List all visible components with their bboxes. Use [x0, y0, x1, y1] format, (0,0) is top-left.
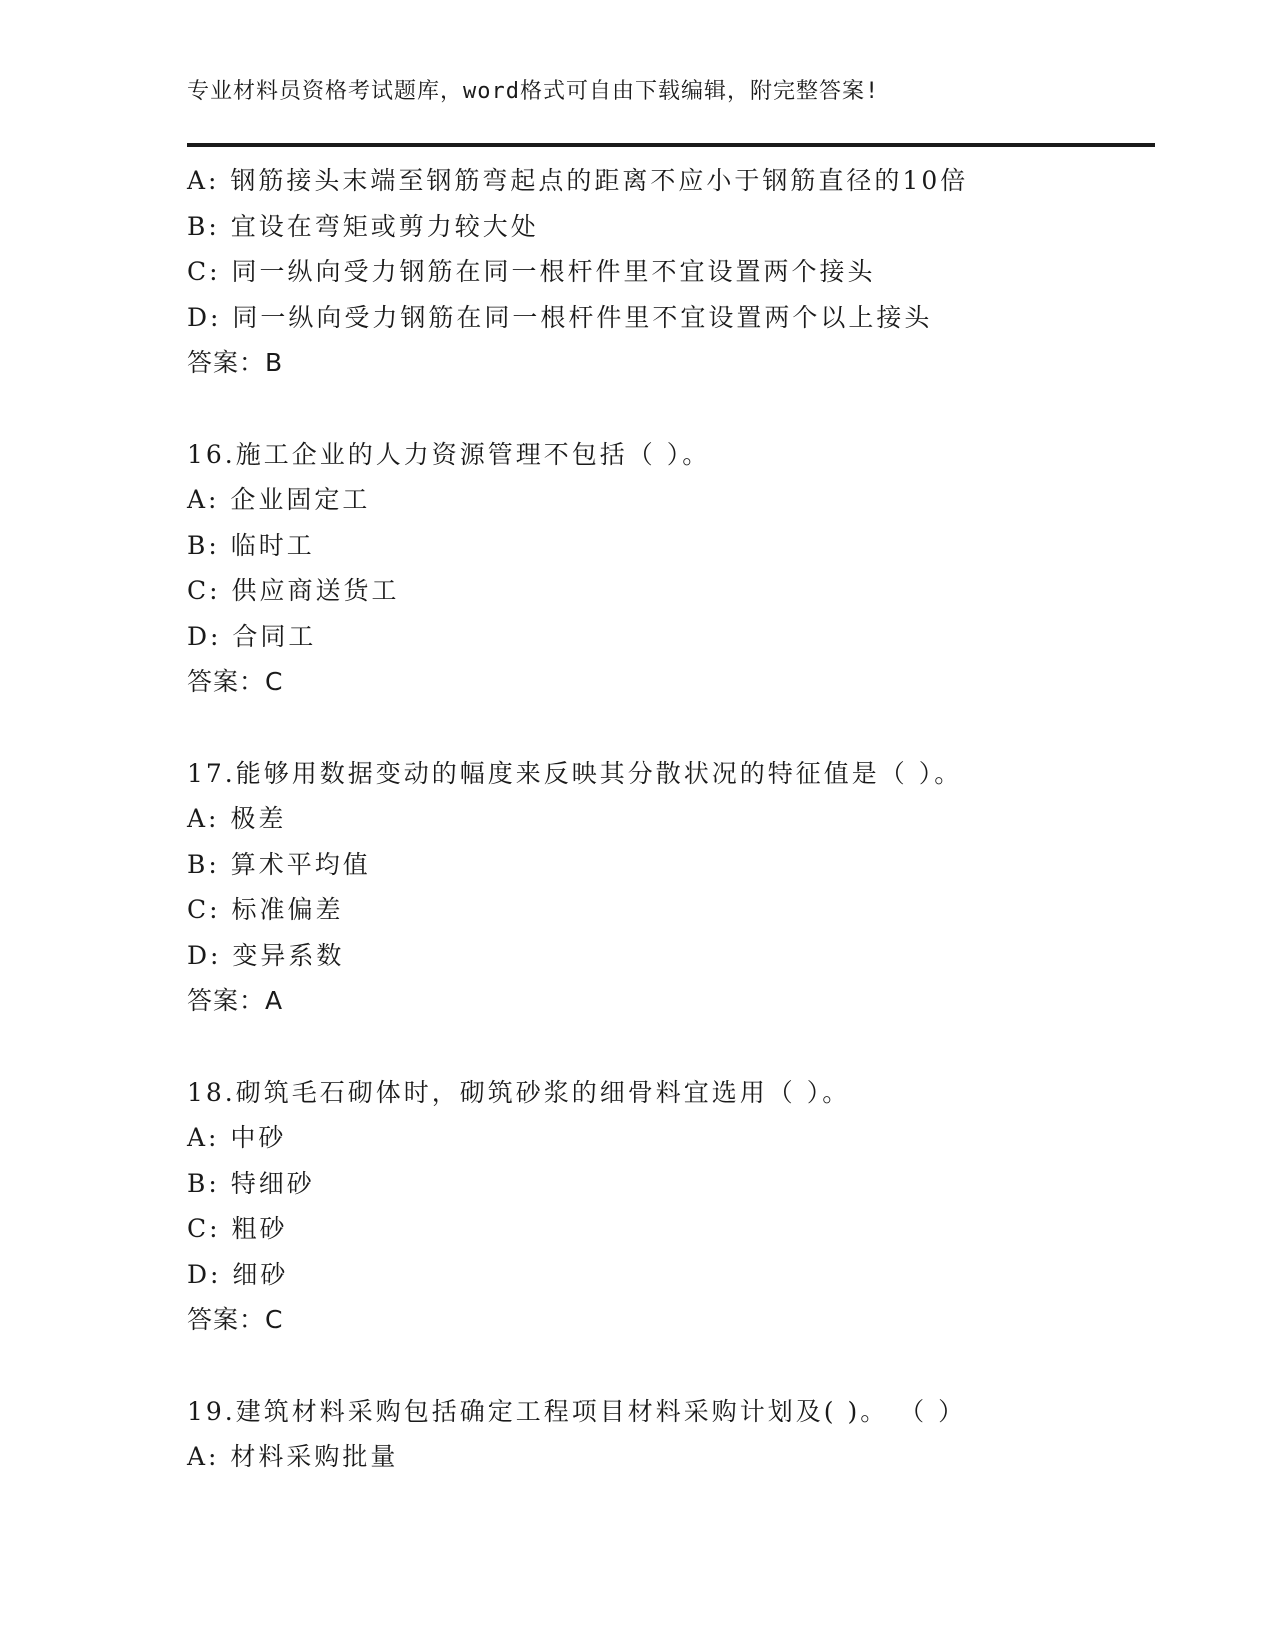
option-c: C: 供应商送货工 — [187, 576, 400, 605]
question-19 — [187, 1389, 1155, 1480]
page-header: 专业材料员资格考试题库，word格式可自由下载编辑，附完整答案! — [187, 79, 880, 104]
option-d: D: 细砂 — [187, 1259, 289, 1289]
option-c: C: 标准偏差 — [187, 895, 344, 924]
question-17 — [187, 751, 1155, 1024]
question-text: 16.施工企业的人力资源管理不包括（ ）。 — [187, 439, 711, 469]
header-divider — [187, 143, 1155, 147]
option-c: C: 粗砂 — [187, 1214, 288, 1243]
option-d: D: 变异系数 — [187, 940, 345, 970]
spacer — [187, 1343, 1155, 1389]
question-text: 19.建筑材料采购包括确定工程项目材料采购计划及( )。 （ ） — [187, 1396, 967, 1426]
option-b: B: 宜设在弯矩或剪力较大处 — [187, 211, 539, 241]
option-a: A: 中砂 — [187, 1123, 287, 1152]
option-a: A: 企业固定工 — [187, 485, 371, 514]
answer-label: 答案：B — [187, 348, 284, 377]
option-c: C: 同一纵向受力钢筋在同一根杆件里不宜设置两个接头 — [187, 257, 876, 286]
answer-label: 答案：A — [187, 986, 284, 1015]
option-b: B: 算术平均值 — [187, 849, 371, 879]
question-text: 18.砌筑毛石砌体时，砌筑砂浆的细骨料宜选用（ ）。 — [187, 1077, 851, 1107]
question-list — [187, 158, 1155, 1480]
question-18 — [187, 1070, 1155, 1343]
option-a: A: 极差 — [187, 804, 287, 833]
option-d: D: 同一纵向受力钢筋在同一根杆件里不宜设置两个以上接头 — [187, 302, 933, 332]
option-b: B: 特细砂 — [187, 1168, 315, 1198]
spacer — [187, 705, 1155, 751]
answer-label: 答案：C — [187, 667, 284, 696]
question-16 — [187, 432, 1155, 705]
option-b: B: 临时工 — [187, 530, 315, 560]
question-15 — [187, 158, 1155, 386]
spacer — [187, 1024, 1155, 1070]
option-a: A: 材料采购批量 — [187, 1442, 399, 1471]
option-a: A: 钢筋接头末端至钢筋弯起点的距离不应小于钢筋直径的10倍 — [187, 166, 969, 195]
question-text: 17.能够用数据变动的幅度来反映其分散状况的特征值是（ ）。 — [187, 758, 963, 788]
option-d: D: 合同工 — [187, 621, 317, 651]
answer-label: 答案：C — [187, 1305, 284, 1334]
spacer — [187, 386, 1155, 432]
